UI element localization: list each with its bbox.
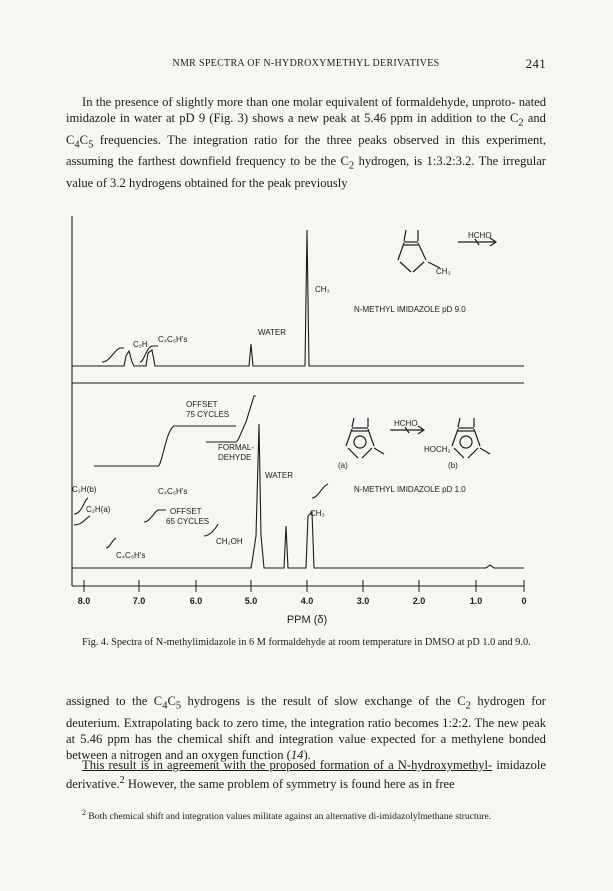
label-offset-75: OFFSET — [186, 400, 218, 409]
subscript: 4 — [74, 139, 80, 151]
label-ch2oh: CH₂OH — [216, 537, 243, 546]
text-line: C — [167, 694, 176, 708]
label-hoch2: HOCH₂ — [424, 445, 451, 454]
label-c2h-b: C₂H(b) — [72, 485, 97, 494]
nmr-spectra-figure — [66, 216, 536, 628]
footnote — [66, 807, 546, 823]
tick-label: 6.0 — [189, 596, 203, 606]
text-line: hydrogens is the result of slow exchange of the C — [181, 694, 466, 708]
text-line: assigned to the C — [66, 694, 163, 708]
tick-label: 7.0 — [132, 596, 146, 606]
label-water-top: WATER — [258, 328, 286, 337]
label-structure-a: (a) — [338, 461, 348, 470]
running-title: NMR SPECTRA OF N-HYDROXYMETHYL DERIVATIVES — [172, 58, 440, 69]
paragraph-3 — [66, 757, 546, 792]
text-line: frequencies. The integration ratio for the three peaks observed in — [93, 132, 456, 147]
subscript: 2 — [518, 117, 524, 129]
subscript: 5 — [175, 700, 182, 712]
text-line: imidazole derivative. — [66, 758, 546, 792]
label-hcho-top: HCHO — [468, 231, 492, 240]
text-line: to the C — [476, 111, 519, 125]
label-offset-65: OFFSET — [170, 507, 202, 516]
label-c2h-a: C₂H(a) — [86, 505, 111, 514]
tick-label: 8.0 — [77, 596, 91, 606]
subscript: 2 — [348, 160, 355, 172]
footnote-mark: 2 — [82, 808, 86, 817]
tick-label: 2.0 — [412, 596, 426, 606]
tick-label: 1.0 — [469, 596, 483, 606]
label-formaldehyde-2: DEHYDE — [218, 453, 252, 462]
paragraph-1 — [66, 94, 546, 191]
running-header — [66, 58, 546, 72]
footnote-text: Both chemical shift and integration values militate against an alternative di-imidazolylmethane structure. — [86, 811, 492, 823]
label-c2h: C₂H — [133, 340, 148, 349]
tick-label: 4.0 — [300, 596, 314, 606]
label-c4c5h: C₄C₅H's — [158, 335, 188, 344]
label-hcho-bottom: HCHO — [394, 419, 418, 428]
label-formaldehyde-1: FORMAL- — [218, 443, 254, 452]
text-line: This result is in agreement with the proposed formation of a — [82, 758, 398, 772]
figure-labels — [72, 231, 492, 560]
spectrum-title-top: N-METHYL IMIDAZOLE pD 9.0 — [354, 305, 466, 314]
text-line: 1:3.2:3.2. The irregular value of 3.2 hydrogens obtained for the peak previously — [66, 154, 546, 190]
label-ch3-top: CH₃ — [315, 285, 330, 294]
label-ch3-bottom: CH₃ — [310, 509, 325, 518]
text-line: ). — [303, 747, 311, 762]
tick-label: 0 — [521, 596, 527, 606]
text-line: In the presence of slightly more than one molar equivalent of formaldehyde, unproto- — [82, 95, 516, 109]
label-water-bottom: WATER — [265, 471, 293, 480]
paragraph-2 — [66, 693, 546, 763]
caption-lead: Fig. 4. — [82, 637, 109, 648]
x-axis-ticks — [78, 596, 527, 606]
subscript: 2 — [465, 700, 471, 712]
citation: 14 — [290, 747, 304, 762]
text-line: new peak at 5.46 ppm has the chemical shift and integration value expected for a — [66, 715, 546, 746]
text-line: methylene bonded between a nitrogen and an oxygen function ( — [66, 731, 546, 762]
label-75-cycles: 75 CYCLES — [186, 410, 230, 419]
page-number: 241 — [525, 56, 546, 71]
caption-text: Spectra of N-methylimidazole in 6 M formaldehyde at room temperature in DMSO at pD 1.0 and 9.0. — [108, 637, 531, 648]
label-c4c5h-bottom-2: C₄C₅H's — [116, 551, 146, 560]
text-line: nated imidazole in water at pD 9 (Fig. 3) shows a new peak at 5.46 ppm in addition — [66, 95, 546, 125]
text-line: hydrogen for — [470, 694, 546, 708]
label-65-cycles: 65 CYCLES — [166, 517, 210, 526]
label-structure-b: (b) — [448, 461, 458, 470]
spectrum-title-bottom: N-METHYL IMIDAZOLE pD 1.0 — [354, 485, 466, 494]
label-ch3-ring: CH₃ — [436, 267, 451, 276]
subscript: 5 — [88, 139, 94, 151]
figure-caption — [66, 636, 546, 649]
text-line: C — [79, 132, 89, 147]
text-line: hydrogen, is — [354, 154, 423, 169]
tick-label: 3.0 — [356, 596, 370, 606]
label-c4c5h-bottom: C₄C₅H's — [158, 487, 188, 496]
text-line: N-hydroxymethyl- — [397, 758, 493, 772]
x-axis-title: PPM (δ) — [286, 614, 328, 626]
tick-label: 5.0 — [244, 596, 258, 606]
text-line: deuterium. Extrapolating back to zero time, the integration ratio becomes 1:2:2. The — [66, 715, 495, 730]
footnote-ref: 2 — [119, 775, 125, 786]
subscript: 4 — [162, 700, 168, 712]
text-line: and C — [66, 111, 546, 147]
text-line: However, the same problem of symmetry is found here as in free — [124, 777, 455, 792]
text-line: this experiment, assuming the farthest downfield frequency to be the C — [66, 132, 546, 169]
